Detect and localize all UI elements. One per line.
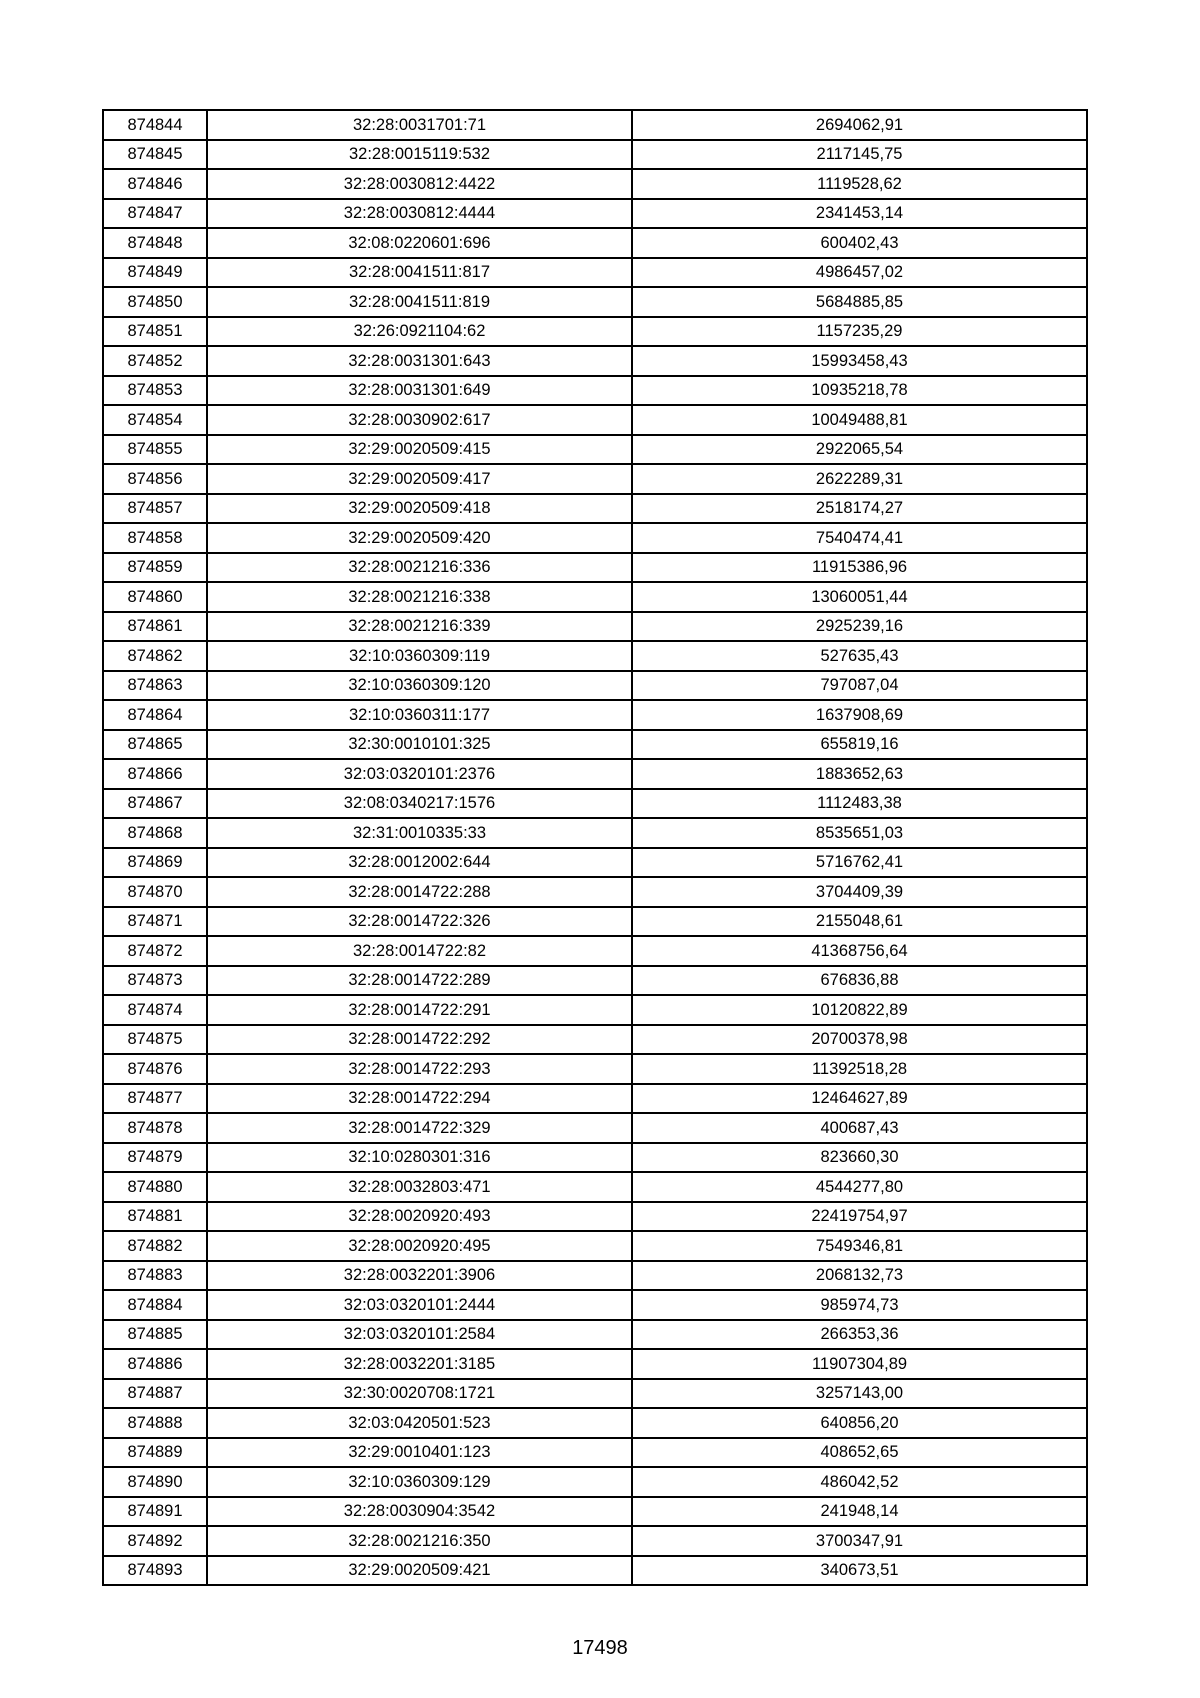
table-row: [103, 789, 1087, 819]
table-row: [103, 848, 1087, 878]
value-cell: 2155048,61: [632, 907, 1087, 937]
cadastral-number-cell: 32:28:0030812:4422: [207, 169, 632, 199]
row-number-cell: 874889: [103, 1438, 207, 1468]
cadastral-number-cell: 32:28:0030904:3542: [207, 1497, 632, 1527]
value-cell: 408652,65: [632, 1438, 1087, 1468]
value-cell: 241948,14: [632, 1497, 1087, 1527]
cadastral-number-cell: 32:29:0020509:421: [207, 1556, 632, 1586]
value-cell: 527635,43: [632, 641, 1087, 671]
row-number-cell: 874880: [103, 1172, 207, 1202]
row-number-cell: 874846: [103, 169, 207, 199]
cadastral-number-cell: 32:28:0012002:644: [207, 848, 632, 878]
cadastral-number-cell: 32:28:0020920:493: [207, 1202, 632, 1232]
cadastral-number-cell: 32:28:0014722:294: [207, 1084, 632, 1114]
table-row: [103, 907, 1087, 937]
value-cell: 10935218,78: [632, 376, 1087, 406]
value-cell: 655819,16: [632, 730, 1087, 760]
table-row: [103, 1408, 1087, 1438]
row-number-cell: 874885: [103, 1320, 207, 1350]
row-number-cell: 874854: [103, 405, 207, 435]
cadastral-number-cell: 32:28:0014722:289: [207, 966, 632, 996]
table-row: [103, 1113, 1087, 1143]
cadastral-number-cell: 32:28:0021216:339: [207, 612, 632, 642]
table-row: [103, 1320, 1087, 1350]
row-number-cell: 874860: [103, 582, 207, 612]
cadastral-number-cell: 32:28:0032803:471: [207, 1172, 632, 1202]
table-row: [103, 818, 1087, 848]
cadastral-number-cell: 32:28:0021216:336: [207, 553, 632, 583]
table-row: [103, 553, 1087, 583]
row-number-cell: 874851: [103, 317, 207, 347]
value-cell: 2925239,16: [632, 612, 1087, 642]
table-row: [103, 1290, 1087, 1320]
row-number-cell: 874858: [103, 523, 207, 553]
row-number-cell: 874857: [103, 494, 207, 524]
row-number-cell: 874850: [103, 287, 207, 317]
cadastral-number-cell: 32:29:0020509:418: [207, 494, 632, 524]
cadastral-number-cell: 32:28:0014722:82: [207, 936, 632, 966]
table-body: [103, 110, 1087, 1585]
table-row: [103, 1202, 1087, 1232]
row-number-cell: 874886: [103, 1349, 207, 1379]
row-number-cell: 874845: [103, 140, 207, 170]
row-number-cell: 874879: [103, 1143, 207, 1173]
value-cell: 985974,73: [632, 1290, 1087, 1320]
table-row: [103, 1172, 1087, 1202]
value-cell: 486042,52: [632, 1467, 1087, 1497]
row-number-cell: 874872: [103, 936, 207, 966]
table-row: [103, 1556, 1087, 1586]
table-row: [103, 1231, 1087, 1261]
cadastral-number-cell: 32:28:0030812:4444: [207, 199, 632, 229]
table-row: [103, 1025, 1087, 1055]
row-number-cell: 874855: [103, 435, 207, 465]
cadastral-number-cell: 32:08:0220601:696: [207, 228, 632, 258]
value-cell: 676836,88: [632, 966, 1087, 996]
table-row: [103, 346, 1087, 376]
cadastral-number-cell: 32:08:0340217:1576: [207, 789, 632, 819]
cadastral-number-cell: 32:10:0280301:316: [207, 1143, 632, 1173]
table-row: [103, 995, 1087, 1025]
cadastral-number-cell: 32:28:0032201:3185: [207, 1349, 632, 1379]
cadastral-number-cell: 32:29:0010401:123: [207, 1438, 632, 1468]
value-cell: 7549346,81: [632, 1231, 1087, 1261]
cadastral-number-cell: 32:28:0020920:495: [207, 1231, 632, 1261]
cadastral-number-cell: 32:28:0014722:293: [207, 1054, 632, 1084]
row-number-cell: 874893: [103, 1556, 207, 1586]
row-number-cell: 874864: [103, 700, 207, 730]
value-cell: 12464627,89: [632, 1084, 1087, 1114]
table-row: [103, 405, 1087, 435]
data-table: [102, 109, 1088, 1586]
page-number: 17498: [572, 1637, 628, 1659]
row-number-cell: 874847: [103, 199, 207, 229]
row-number-cell: 874861: [103, 612, 207, 642]
row-number-cell: 874844: [103, 110, 207, 140]
value-cell: 20700378,98: [632, 1025, 1087, 1055]
row-number-cell: 874891: [103, 1497, 207, 1527]
row-number-cell: 874892: [103, 1526, 207, 1556]
row-number-cell: 874862: [103, 641, 207, 671]
row-number-cell: 874863: [103, 671, 207, 701]
table-row: [103, 376, 1087, 406]
table-row: [103, 1379, 1087, 1409]
table-row: [103, 317, 1087, 347]
cadastral-number-cell: 32:31:0010335:33: [207, 818, 632, 848]
table-row: [103, 1084, 1087, 1114]
value-cell: 2518174,27: [632, 494, 1087, 524]
row-number-cell: 874867: [103, 789, 207, 819]
value-cell: 41368756,64: [632, 936, 1087, 966]
table-row: [103, 169, 1087, 199]
cadastral-number-cell: 32:28:0031701:71: [207, 110, 632, 140]
row-number-cell: 874865: [103, 730, 207, 760]
cadastral-number-cell: 32:28:0014722:288: [207, 877, 632, 907]
cadastral-number-cell: 32:03:0420501:523: [207, 1408, 632, 1438]
value-cell: 1637908,69: [632, 700, 1087, 730]
value-cell: 5716762,41: [632, 848, 1087, 878]
value-cell: 15993458,43: [632, 346, 1087, 376]
table-row: [103, 936, 1087, 966]
table-row: [103, 1054, 1087, 1084]
value-cell: 4544277,80: [632, 1172, 1087, 1202]
value-cell: 600402,43: [632, 228, 1087, 258]
value-cell: 22419754,97: [632, 1202, 1087, 1232]
cadastral-number-cell: 32:28:0031301:643: [207, 346, 632, 376]
row-number-cell: 874871: [103, 907, 207, 937]
table-row: [103, 1261, 1087, 1291]
table-row: [103, 966, 1087, 996]
value-cell: 3700347,91: [632, 1526, 1087, 1556]
cadastral-number-cell: 32:28:0021216:338: [207, 582, 632, 612]
cadastral-number-cell: 32:28:0014722:291: [207, 995, 632, 1025]
row-number-cell: 874876: [103, 1054, 207, 1084]
row-number-cell: 874884: [103, 1290, 207, 1320]
value-cell: 400687,43: [632, 1113, 1087, 1143]
cadastral-number-cell: 32:28:0014722:326: [207, 907, 632, 937]
table-row: [103, 523, 1087, 553]
value-cell: 340673,51: [632, 1556, 1087, 1586]
value-cell: 1157235,29: [632, 317, 1087, 347]
table-row: [103, 671, 1087, 701]
table-row: [103, 1349, 1087, 1379]
table-row: [103, 110, 1087, 140]
value-cell: 1883652,63: [632, 759, 1087, 789]
table-row: [103, 1143, 1087, 1173]
value-cell: 2922065,54: [632, 435, 1087, 465]
value-cell: 8535651,03: [632, 818, 1087, 848]
table-row: [103, 730, 1087, 760]
table-row: [103, 1467, 1087, 1497]
value-cell: 2068132,73: [632, 1261, 1087, 1291]
row-number-cell: 874856: [103, 464, 207, 494]
table-row: [103, 287, 1087, 317]
value-cell: 7540474,41: [632, 523, 1087, 553]
cadastral-number-cell: 32:10:0360309:129: [207, 1467, 632, 1497]
table-row: [103, 435, 1087, 465]
cadastral-number-cell: 32:28:0030902:617: [207, 405, 632, 435]
table-row: [103, 494, 1087, 524]
value-cell: 10049488,81: [632, 405, 1087, 435]
value-cell: 1119528,62: [632, 169, 1087, 199]
value-cell: 640856,20: [632, 1408, 1087, 1438]
row-number-cell: 874869: [103, 848, 207, 878]
row-number-cell: 874866: [103, 759, 207, 789]
value-cell: 1112483,38: [632, 789, 1087, 819]
value-cell: 2694062,91: [632, 110, 1087, 140]
value-cell: 13060051,44: [632, 582, 1087, 612]
cadastral-number-cell: 32:28:0021216:350: [207, 1526, 632, 1556]
row-number-cell: 874882: [103, 1231, 207, 1261]
value-cell: 3704409,39: [632, 877, 1087, 907]
value-cell: 266353,36: [632, 1320, 1087, 1350]
cadastral-number-cell: 32:10:0360311:177: [207, 700, 632, 730]
row-number-cell: 874853: [103, 376, 207, 406]
cadastral-number-cell: 32:28:0014722:292: [207, 1025, 632, 1055]
cadastral-number-cell: 32:28:0015119:532: [207, 140, 632, 170]
table-row: [103, 1526, 1087, 1556]
cadastral-number-cell: 32:03:0320101:2376: [207, 759, 632, 789]
cadastral-number-cell: 32:10:0360309:119: [207, 641, 632, 671]
row-number-cell: 874887: [103, 1379, 207, 1409]
cadastral-number-cell: 32:28:0031301:649: [207, 376, 632, 406]
table-row: [103, 759, 1087, 789]
row-number-cell: 874881: [103, 1202, 207, 1232]
value-cell: 11392518,28: [632, 1054, 1087, 1084]
row-number-cell: 874873: [103, 966, 207, 996]
row-number-cell: 874870: [103, 877, 207, 907]
table-row: [103, 199, 1087, 229]
cadastral-number-cell: 32:30:0020708:1721: [207, 1379, 632, 1409]
table-row: [103, 877, 1087, 907]
row-number-cell: 874859: [103, 553, 207, 583]
table-row: [103, 1438, 1087, 1468]
row-number-cell: 874852: [103, 346, 207, 376]
row-number-cell: 874868: [103, 818, 207, 848]
cadastral-number-cell: 32:10:0360309:120: [207, 671, 632, 701]
cadastral-number-cell: 32:28:0014722:329: [207, 1113, 632, 1143]
table-row: [103, 612, 1087, 642]
value-cell: 3257143,00: [632, 1379, 1087, 1409]
row-number-cell: 874888: [103, 1408, 207, 1438]
cadastral-number-cell: 32:28:0041511:817: [207, 258, 632, 288]
row-number-cell: 874883: [103, 1261, 207, 1291]
row-number-cell: 874877: [103, 1084, 207, 1114]
row-number-cell: 874849: [103, 258, 207, 288]
cadastral-number-cell: 32:03:0320101:2444: [207, 1290, 632, 1320]
table-row: [103, 700, 1087, 730]
table-row: [103, 582, 1087, 612]
value-cell: 2117145,75: [632, 140, 1087, 170]
value-cell: 2341453,14: [632, 199, 1087, 229]
table-row: [103, 641, 1087, 671]
table-row: [103, 464, 1087, 494]
table-row: [103, 228, 1087, 258]
cadastral-number-cell: 32:29:0020509:417: [207, 464, 632, 494]
table-row: [103, 1497, 1087, 1527]
value-cell: 11915386,96: [632, 553, 1087, 583]
cadastral-number-cell: 32:30:0010101:325: [207, 730, 632, 760]
row-number-cell: 874890: [103, 1467, 207, 1497]
value-cell: 4986457,02: [632, 258, 1087, 288]
table-row: [103, 258, 1087, 288]
value-cell: 2622289,31: [632, 464, 1087, 494]
cadastral-number-cell: 32:28:0041511:819: [207, 287, 632, 317]
cadastral-number-cell: 32:28:0032201:3906: [207, 1261, 632, 1291]
row-number-cell: 874874: [103, 995, 207, 1025]
cadastral-number-cell: 32:03:0320101:2584: [207, 1320, 632, 1350]
cadastral-number-cell: 32:26:0921104:62: [207, 317, 632, 347]
cadastral-number-cell: 32:29:0020509:420: [207, 523, 632, 553]
value-cell: 10120822,89: [632, 995, 1087, 1025]
cadastral-number-cell: 32:29:0020509:415: [207, 435, 632, 465]
value-cell: 797087,04: [632, 671, 1087, 701]
value-cell: 823660,30: [632, 1143, 1087, 1173]
row-number-cell: 874848: [103, 228, 207, 258]
table-row: [103, 140, 1087, 170]
value-cell: 5684885,85: [632, 287, 1087, 317]
row-number-cell: 874875: [103, 1025, 207, 1055]
value-cell: 11907304,89: [632, 1349, 1087, 1379]
row-number-cell: 874878: [103, 1113, 207, 1143]
